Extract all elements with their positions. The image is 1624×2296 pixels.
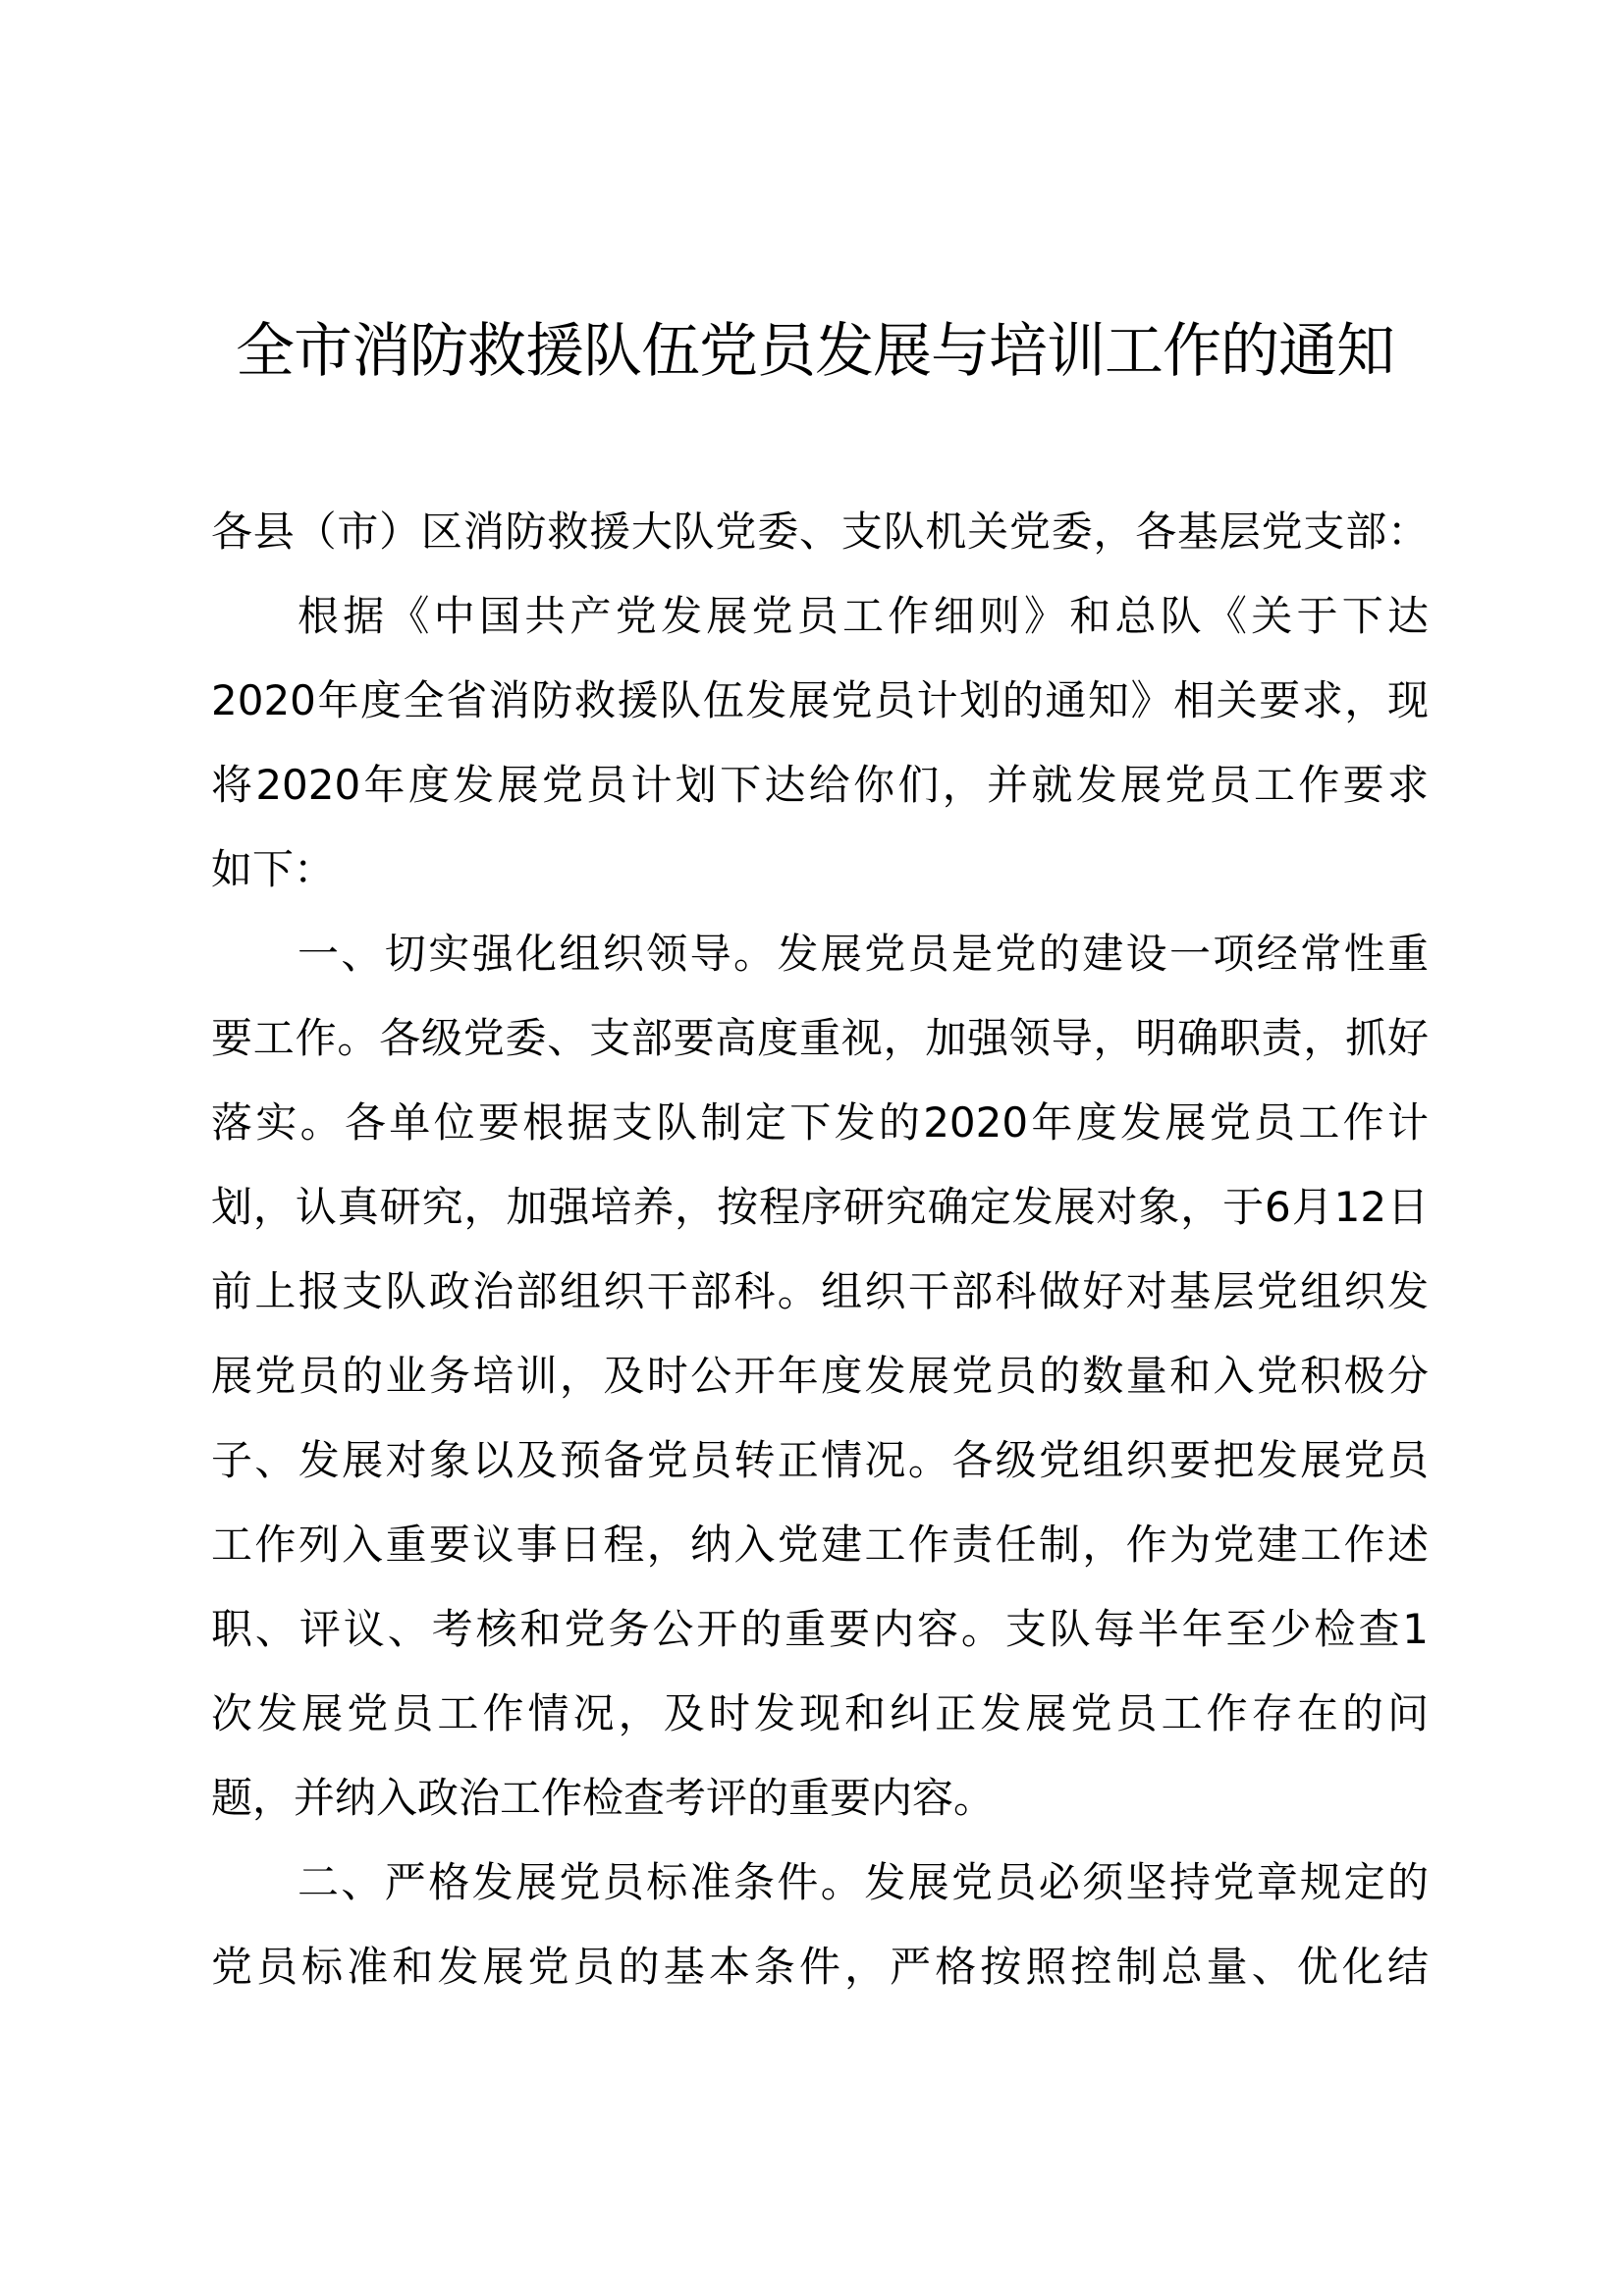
paragraph-line: 根据《中国共产党发展党员工作细则》和总队《关于下达 [298,592,1429,640]
paragraph-line: 将2020年度发展党员计划下达给你们，并就发展党员工作要求 [211,761,1429,809]
paragraph-line: 划，认真研究，加强培养，按程序研究确定发展对象，于6月12日 [211,1183,1429,1231]
paragraph-line: 2020年度全省消防救援队伍发展党员计划的通知》相关要求，现 [211,676,1429,724]
paragraph-line: 职、评议、考核和党务公开的重要内容。支队每半年至少检查1 [211,1605,1429,1653]
salutation: 各县（市）区消防救援大队党委、支队机关党委，各基层党支部： [211,507,1429,556]
paragraph-line: 题，并纳入政治工作检查考评的重要内容。 [211,1774,996,1822]
document-title: 全市消防救援队伍党员发展与培训工作的通知 [236,317,1394,386]
paragraph-line: 前上报支队政治部组织干部科。组织干部科做好对基层党组织发 [211,1267,1429,1315]
section-two-heading-line: 二、严格发展党员标准条件。发展党员必须坚持党章规定的 [298,1858,1429,1906]
paragraph-line: 展党员的业务培训，及时公开年度发展党员的数量和入党积极分 [211,1352,1429,1400]
paragraph-line: 要工作。各级党委、支部要高度重视，加强领导，明确职责，抓好 [211,1014,1429,1062]
paragraph-line: 次发展党员工作情况，及时发现和纠正发展党员工作存在的问 [211,1689,1429,1737]
paragraph-line: 党员标准和发展党员的基本条件，严格按照控制总量、优化结 [211,1943,1429,1991]
section-one-heading-line: 一、切实强化组织领导。发展党员是党的建设一项经常性重 [298,930,1429,978]
paragraph-line: 落实。各单位要根据支队制定下发的2020年度发展党员工作计 [211,1098,1429,1147]
paragraph-line: 如下： [211,845,336,893]
paragraph-line: 工作列入重要议事日程，纳入党建工作责任制，作为党建工作述 [211,1521,1429,1569]
paragraph-line: 子、发展对象以及预备党员转正情况。各级党组织要把发展党员 [211,1436,1429,1484]
